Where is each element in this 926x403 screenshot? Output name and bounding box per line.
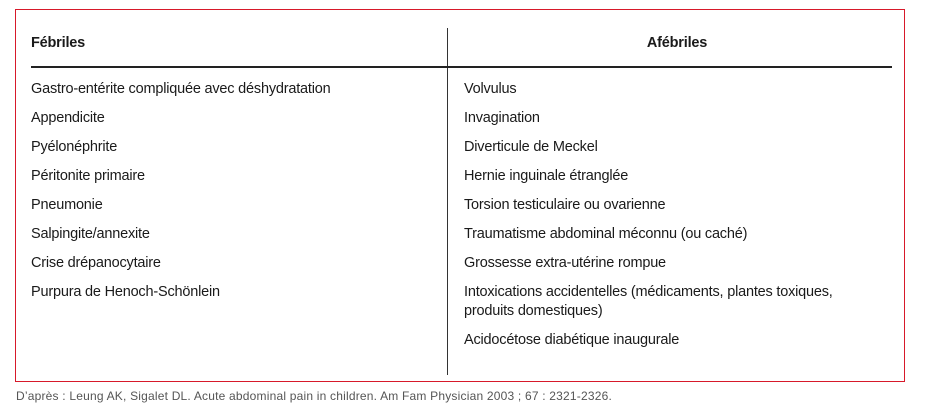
list-item: Acidocétose diabétique inaugurale: [464, 332, 680, 348]
list-item: Torsion testiculaire ou ovarienne: [464, 197, 666, 213]
list-item: Péritonite primaire: [31, 168, 145, 184]
list-item: Traumatisme abdominal méconnu (ou caché): [464, 226, 748, 242]
column-divider: [447, 28, 448, 375]
list-item: Intoxications accidentelles (médicaments, plantes toxiques, produits domestiques): [464, 284, 833, 319]
list-item: Gastro-entérite compliquée avec déshydratation: [31, 81, 331, 97]
list-item: Diverticule de Meckel: [464, 139, 598, 155]
list-item: Invagination: [464, 110, 540, 126]
list-item: Hernie inguinale étranglée: [464, 168, 629, 184]
list-item: Pneumonie: [31, 197, 103, 213]
header-afebriles: Afébriles: [646, 35, 708, 51]
list-item: Crise drépanocytaire: [31, 255, 161, 271]
source-caption: D’après : Leung AK, Sigalet DL. Acute abdominal pain in children. Am Fam Physician 2003 ; 67 : 2321-2326.: [16, 389, 613, 403]
list-item: Pyélonéphrite: [31, 139, 118, 155]
list-item: Appendicite: [31, 110, 105, 126]
table-header: [31, 35, 891, 57]
list-item: Salpingite/annexite: [31, 226, 150, 242]
list-item: Volvulus: [464, 81, 517, 97]
febriles-column: [31, 80, 431, 312]
header-rule: [31, 66, 892, 68]
list-item: Purpura de Henoch-Schönlein: [31, 284, 220, 300]
list-item: Grossesse extra-utérine rompue: [464, 255, 666, 271]
header-febriles: Fébriles: [31, 35, 86, 51]
afebriles-column: [464, 80, 884, 360]
